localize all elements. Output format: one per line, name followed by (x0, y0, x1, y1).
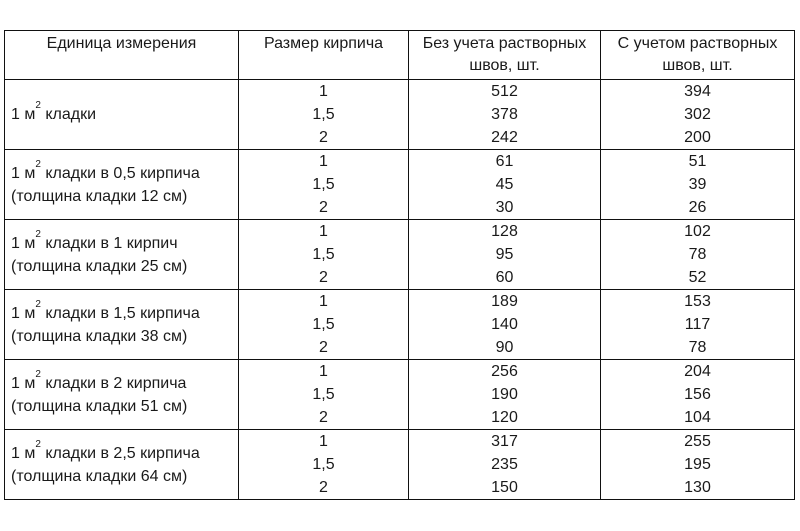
cell-value: 2 (319, 199, 328, 216)
cell-value: 2 (319, 409, 328, 426)
unit-cell (5, 80, 239, 150)
cell-value: 1,5 (312, 246, 335, 263)
value-stack (239, 290, 408, 359)
value-stack (239, 430, 408, 499)
unit-line: (толщина кладки 51 см) (11, 397, 188, 415)
cell-value: 90 (495, 339, 514, 356)
cell-value: 26 (688, 199, 707, 216)
cell-value: 204 (684, 363, 711, 380)
unit-text-rest: кладки в 0,5 кирпича (40, 164, 200, 182)
with-joints-cell (601, 290, 795, 360)
cell-value: 102 (684, 223, 711, 240)
header-with-joints: С учетом растворных швов, шт. (601, 31, 795, 80)
cell-value: 60 (495, 269, 514, 286)
cell-value: 120 (491, 409, 518, 426)
unit-line: (толщина кладки 38 см) (11, 327, 188, 345)
unit-cell (5, 290, 239, 360)
without-joints-cell (409, 430, 601, 500)
without-joints-cell (409, 80, 601, 150)
cell-value: 195 (684, 456, 711, 473)
cell-value: 1,5 (312, 456, 335, 473)
superscript: 2 (35, 298, 41, 310)
with-joints-cell (601, 360, 795, 430)
unit-line (11, 228, 238, 255)
cell-value: 255 (684, 433, 711, 450)
cell-value: 128 (491, 223, 518, 240)
table-row (5, 150, 795, 220)
cell-value: 256 (491, 363, 518, 380)
with-joints-cell (601, 220, 795, 290)
value-stack (601, 220, 794, 289)
unit-text-rest: кладки в 1 кирпич (40, 234, 178, 252)
value-stack (601, 360, 794, 429)
cell-value: 512 (491, 83, 518, 100)
unit-text-rest: кладки в 2 кирпича (40, 374, 187, 392)
unit-text-rest: кладки (40, 106, 97, 123)
cell-value: 317 (491, 433, 518, 450)
cell-value: 378 (491, 106, 518, 123)
unit-text-rest: кладки в 2,5 кирпича (40, 444, 200, 462)
value-stack (601, 80, 794, 149)
unit-line: (толщина кладки 64 см) (11, 467, 188, 485)
cell-value: 153 (684, 293, 711, 310)
cell-value: 394 (684, 83, 711, 100)
cell-value: 1 (319, 293, 328, 310)
value-stack (601, 150, 794, 219)
superscript: 2 (35, 368, 41, 380)
table-row (5, 360, 795, 430)
brick-count-table (4, 30, 795, 500)
unit-text-rest: кладки в 1,5 кирпича (40, 304, 200, 322)
table-row (5, 290, 795, 360)
cell-value: 52 (688, 269, 707, 286)
unit-line (11, 438, 238, 465)
unit-text: 1 м (11, 106, 36, 123)
with-joints-cell (601, 80, 795, 150)
value-stack (409, 360, 600, 429)
with-joints-cell (601, 430, 795, 500)
value-stack (409, 430, 600, 499)
cell-value: 2 (319, 269, 328, 286)
cell-value: 2 (319, 479, 328, 496)
value-stack (409, 220, 600, 289)
cell-value: 1,5 (312, 316, 335, 333)
unit-line: (толщина кладки 25 см) (11, 257, 188, 275)
table-row (5, 80, 795, 150)
brick-size-cell (239, 150, 409, 220)
table-row (5, 430, 795, 500)
cell-value: 30 (495, 199, 514, 216)
cell-value: 78 (688, 339, 707, 356)
cell-value: 302 (684, 106, 711, 123)
cell-value: 140 (491, 316, 518, 333)
cell-value: 117 (684, 316, 711, 333)
cell-value: 78 (688, 246, 707, 263)
header-unit: Единица измерения (5, 31, 239, 80)
unit-line: (толщина кладки 12 см) (11, 187, 188, 205)
unit-cell (5, 360, 239, 430)
cell-value: 235 (491, 456, 518, 473)
cell-value: 1 (319, 223, 328, 240)
header-row (5, 31, 795, 80)
cell-value: 130 (684, 479, 711, 496)
cell-value: 156 (684, 386, 711, 403)
cell-value: 104 (684, 409, 711, 426)
without-joints-cell (409, 220, 601, 290)
unit-line (11, 298, 238, 325)
cell-value: 95 (495, 246, 514, 263)
table-body (5, 80, 795, 500)
without-joints-cell (409, 150, 601, 220)
superscript: 2 (35, 158, 41, 170)
value-stack (239, 220, 408, 289)
value-stack (409, 150, 600, 219)
cell-value: 200 (684, 129, 711, 146)
value-stack (239, 150, 408, 219)
value-stack (409, 290, 600, 359)
cell-value: 1,5 (312, 106, 335, 123)
brick-size-cell (239, 360, 409, 430)
unit-cell (5, 150, 239, 220)
cell-value: 2 (319, 339, 328, 356)
unit-cell (5, 220, 239, 290)
brick-size-cell (239, 80, 409, 150)
cell-value: 45 (495, 176, 514, 193)
unit-text: 1 м (11, 234, 36, 252)
without-joints-cell (409, 290, 601, 360)
unit-text: 1 м (11, 374, 36, 392)
header-brick-size: Размер кирпича (239, 31, 409, 80)
cell-value: 1 (319, 363, 328, 380)
unit-cell (5, 430, 239, 500)
cell-value: 39 (688, 176, 707, 193)
value-stack (601, 290, 794, 359)
cell-value: 242 (491, 129, 518, 146)
superscript: 2 (35, 100, 41, 111)
without-joints-cell (409, 360, 601, 430)
cell-value: 1,5 (312, 386, 335, 403)
cell-value: 1 (319, 83, 328, 100)
superscript: 2 (35, 438, 41, 450)
value-stack (601, 430, 794, 499)
brick-size-cell (239, 220, 409, 290)
cell-value: 189 (491, 293, 518, 310)
unit-text: 1 м (11, 304, 36, 322)
unit-line (11, 368, 238, 395)
superscript: 2 (35, 228, 41, 240)
brick-size-cell (239, 430, 409, 500)
table-row (5, 220, 795, 290)
brick-size-cell (239, 290, 409, 360)
cell-value: 61 (495, 153, 514, 170)
unit-text: 1 м (11, 164, 36, 182)
unit-line (11, 100, 238, 126)
cell-value: 150 (491, 479, 518, 496)
cell-value: 1 (319, 153, 328, 170)
cell-value: 2 (319, 129, 328, 146)
cell-value: 190 (491, 386, 518, 403)
unit-line (11, 158, 238, 185)
cell-value: 1,5 (312, 176, 335, 193)
value-stack (239, 80, 408, 149)
value-stack (239, 360, 408, 429)
cell-value: 1 (319, 433, 328, 450)
value-stack (409, 80, 600, 149)
unit-text: 1 м (11, 444, 36, 462)
with-joints-cell (601, 150, 795, 220)
cell-value: 51 (688, 153, 707, 170)
header-without-joints: Без учета растворных швов, шт. (409, 31, 601, 80)
